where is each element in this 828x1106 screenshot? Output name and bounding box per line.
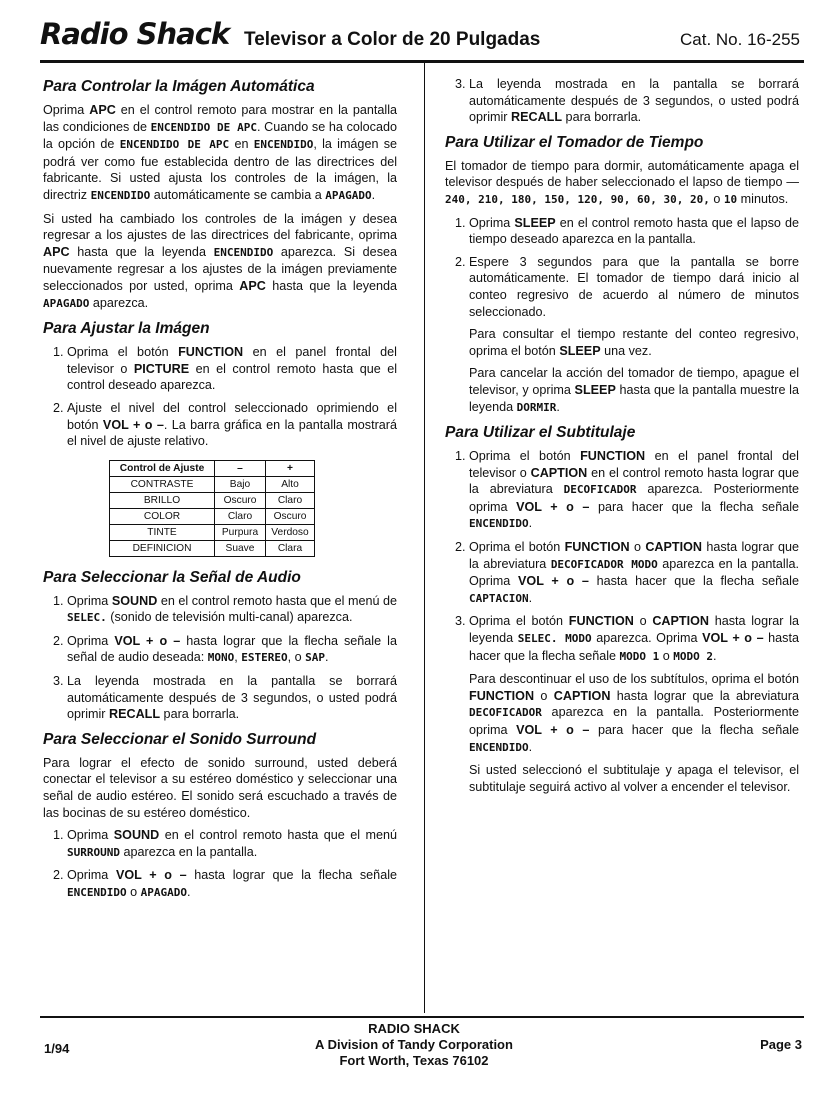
bold-term: RECALL [108, 707, 161, 722]
heading-apc: Para Controlar la Imágen Automática [43, 78, 315, 95]
bold-term: FUNCTION [568, 614, 634, 629]
bold-term: CAPTION [553, 688, 611, 703]
table-cell: CONTRASTE [110, 476, 215, 492]
table-cell: BRILLO [110, 492, 215, 508]
list-item [469, 448, 799, 533]
screen-legend: SELEC. MODO [517, 632, 592, 646]
bold-term: APC [239, 278, 266, 293]
screen-legend: APAGADO [43, 296, 90, 310]
steps-audio [43, 593, 397, 723]
steps-surround [43, 827, 397, 901]
screen-legend: ENCENDIDO [253, 138, 314, 152]
left-column [43, 70, 397, 908]
bold-term: FUNCTION [564, 540, 630, 555]
paragraph: Para cancelar la acción del tomador de tiempo, apague el televisor, y oprima SLEEP hasta que la pantalla muestre la leyenda DORMIR. [469, 366, 799, 414]
table-cell: Purpura [215, 524, 266, 540]
column-divider [424, 63, 425, 1013]
steps-tiempo [445, 215, 799, 417]
bold-term: FUNCTION [469, 688, 535, 703]
footer-company: RADIO SHACK [368, 1021, 460, 1036]
paragraph: El tomador de tiempo para dormir, automáticamente apaga el televisor después de haber seleccionado el lapso de tiempo — 240, 210, 180, 150, 120, 90, 60, 30, 20, o 10 minutos. [445, 158, 799, 206]
paragraph: 2. Espere 3 segundos para que la pantalla se borre automáticamente. El tomador de tiempo dará inicio al conteo regresivo de acuerdo al número de minutos seleccionado. [469, 254, 799, 319]
screen-legend: APAGADO [325, 188, 372, 202]
bold-term: SLEEP [514, 215, 556, 230]
screen-legend: 240, 210, 180, 150, 120, 90, 60, 30, 20, [445, 192, 710, 206]
right-column [445, 70, 799, 801]
footer-address: Fort Worth, Texas 76102 [339, 1053, 489, 1068]
screen-legend: ENCENDIDO [469, 517, 529, 531]
bold-term: CAPTION [530, 465, 588, 480]
list-item [469, 613, 799, 795]
paragraph: Oprima APC en el control remoto para mostrar en la pantalla las condiciones de ENCENDIDO DE APC. Cuando se ha colocado la opción de ENCENDIDO DE APC en ENCENDIDO, la imágen se podrá ver como fue establecida dentro de las directrices del fabricante. Si usted ajusta los controles de la imágen, la directriz ENCENDIDO automáticamente se cambia a APAGADO. [43, 103, 398, 202]
catalog-number: Cat. No. 16-255 [679, 30, 800, 49]
list-item: 1. Oprima el botón FUNCTION en el panel frontal del televisor o PICTURE en el control remoto hasta que el control deseado aparezca. [67, 344, 397, 394]
table-header: Control de Ajuste [110, 460, 215, 476]
bold-term: VOL + o – [516, 499, 590, 514]
screen-legend: DECOFICADOR [563, 483, 637, 497]
table-header: + [266, 460, 315, 476]
list-item: 2. Oprima VOL + o – hasta lograr que la flecha señale la señal de audio deseada: MONO, ESTEREO, o SAP. [67, 633, 397, 667]
steps-ajustar [43, 344, 397, 450]
screen-legend: APAGADO [140, 886, 187, 899]
logo: Radio Shack [40, 17, 230, 51]
bold-term: RECALL [510, 110, 563, 125]
screen-legend: CAPTACION [469, 591, 529, 605]
bold-term: VOL + o – [115, 868, 187, 883]
paragraph: Para lograr el efecto de sonido surround, usted deberá conectar el televisor a su estéreo doméstico y seleccionar una señal de audio estéreo. El sonido será escuchado a través de las bocinas de su estéreo doméstico. [43, 755, 397, 820]
footer-date: 1/94 [44, 1041, 70, 1056]
table-cell: Alto [266, 476, 315, 492]
list-item: 1. Oprima SOUND en el control remoto hasta que el menú de SELEC. (sonido de televisión multi-canal) aparezca. [67, 593, 397, 627]
document-title: Televisor a Color de 20 Pulgadas [244, 29, 541, 50]
bold-term: CAPTION [645, 540, 702, 555]
bold-term: SLEEP [574, 382, 616, 397]
screen-legend: MODO 1 [619, 649, 660, 663]
screen-legend: SAP [305, 651, 325, 665]
screen-legend: ENCENDIDO [90, 188, 151, 202]
screen-legend: DECOFICADOR MODO [550, 557, 658, 571]
header-rule [40, 60, 804, 63]
footer-division: A Division of Tandy Corporation [315, 1037, 513, 1052]
heading-surround: Para Seleccionar el Sonido Surround [43, 730, 317, 748]
list-item [469, 254, 799, 416]
footer-company-block [0, 1021, 828, 1069]
screen-legend: ENCENDIDO [213, 245, 274, 259]
bold-term: SOUND [111, 593, 158, 608]
table-cell: Claro [215, 508, 266, 524]
table-row [110, 492, 315, 508]
table-row [110, 476, 315, 492]
screen-legend: MODO 2 [673, 649, 714, 663]
screen-legend: ENCENDIDO [67, 886, 127, 899]
paragraph: 1. Oprima SLEEP en el control remoto hasta que el lapso de tiempo deseado aparezca en la pantalla. [469, 215, 799, 247]
table-cell: TINTE [110, 524, 215, 540]
bold-term: VOL + o – [114, 633, 181, 648]
footer-rule [40, 1016, 804, 1018]
screen-legend: 10 [723, 192, 738, 206]
heading-ajustar: Para Ajustar la Imágen [43, 320, 210, 338]
steps-subtitulaje [445, 448, 799, 795]
paragraph: 3. Oprima el botón FUNCTION o CAPTION hasta lograr la leyenda SELEC. MODO aparezca. Oprima VOL + o – hasta hacer que la flecha señale MODO 1 o MODO 2. [469, 614, 799, 663]
bold-term: VOL + o – [702, 631, 764, 646]
heading-tiempo: Para Utilizar el Tomador de Tiempo [445, 133, 704, 151]
table-header: – [215, 460, 266, 476]
steps-audio-continued [445, 76, 799, 126]
bold-term: APC [89, 103, 116, 117]
table-cell: Oscuro [215, 492, 266, 508]
bold-term: CAPTION [652, 614, 709, 629]
list-item: 3. La leyenda mostrada en la pantalla se borrará automáticamente después de 3 segundos, o usted podrá oprimir RECALL para borrarla. [469, 76, 799, 126]
screen-legend: SURROUND [67, 845, 120, 859]
bold-term: VOL + o – [102, 417, 164, 432]
list-item: 3. La leyenda mostrada en la pantalla se borrará automáticamente después de 3 segundos, o usted podrá oprimir RECALL para borrarla. [67, 673, 397, 723]
screen-legend: ENCENDIDO [469, 740, 529, 754]
bold-term: FUNCTION [580, 449, 646, 464]
bold-term: SOUND [113, 828, 160, 843]
bold-term: APC [43, 244, 70, 259]
paragraph: Para descontinuar el uso de los subtítulos, oprima el botón FUNCTION o CAPTION hasta lograr que la abreviatura DECOFICADOR aparezca en la pantalla. Posteriormente oprima VOL + o – para hacer que la flecha señale ENCENDIDO. [469, 672, 799, 754]
screen-legend: DECOFICADOR [469, 706, 542, 720]
bold-term: PICTURE [133, 361, 190, 376]
screen-legend: ESTEREO [241, 651, 288, 665]
table-cell: Claro [266, 492, 315, 508]
table-cell: COLOR [110, 508, 215, 524]
table-cell: Oscuro [266, 508, 315, 524]
list-item [469, 539, 799, 607]
screen-legend: MONO [207, 651, 235, 665]
table-cell: Suave [215, 540, 266, 556]
table-row [110, 540, 315, 556]
table-row [110, 508, 315, 524]
screen-legend: ENCENDIDO DE APC [150, 120, 257, 134]
adjust-table [109, 460, 315, 557]
list-item: 2. Ajuste el nivel del control seleccionado oprimiendo el botón VOL + o –. La barra gráfica en la pantalla mostrará el nivel de ajuste relativo. [67, 400, 397, 450]
bold-term: VOL + o – [518, 574, 589, 589]
list-item: 1. Oprima SOUND en el control remoto hasta que el menú SURROUND aparezca en la pantalla. [67, 827, 397, 861]
paragraph: Para consultar el tiempo restante del conteo regresivo, oprima el botón SLEEP una vez. [469, 327, 799, 358]
table-row [110, 524, 315, 540]
table-cell: Clara [266, 540, 315, 556]
footer-page-number: Page 3 [760, 1037, 802, 1052]
paragraph: 1. Oprima el botón FUNCTION en el panel frontal del televisor o CAPTION en el control remoto hasta lograr que la abreviatura DECOFICADOR aparezca. Posteriormente oprima VOL + o – para hacer que la flecha señale ENCENDIDO. [469, 449, 799, 531]
screen-legend: ENCENDIDO DE APC [119, 138, 230, 152]
screen-legend: SELEC. [67, 611, 107, 625]
table-header-row [110, 460, 315, 476]
table-cell: Bajo [215, 476, 266, 492]
table-cell: Verdoso [266, 524, 315, 540]
paragraph: Si usted ha cambiado los controles de la imágen y desea regresar a los ajustes de las directrices del fabricante, oprima APC hasta que la leyenda ENCENDIDO aparezca. Si desea nuevamente regresar a los ajustes de la imágen previamente seleccionados por usted, oprima APC hasta que la leyenda APAGADO aparezca. [43, 211, 398, 310]
paragraph: 2. Oprima el botón FUNCTION o CAPTION hasta lograr que la abreviatura DECOFICADOR MODO aparezca en la pantalla. Oprima VOL + o – hasta hacer que la flecha señale CAPTACION. [469, 540, 799, 605]
heading-subtitulaje: Para Utilizar el Subtitulaje [445, 424, 636, 442]
paragraph: Si usted seleccionó el subtitulaje y apaga el televisor, el subtitulaje seguirá activo al volver a encender el televisor. [469, 763, 799, 794]
screen-legend: DORMIR [516, 400, 557, 414]
bold-term: SLEEP [559, 343, 601, 358]
list-item [469, 215, 799, 248]
table-cell: DEFINICION [110, 540, 215, 556]
bold-term: FUNCTION [178, 345, 244, 360]
list-item: 2. Oprima VOL + o – hasta lograr que la flecha señale ENCENDIDO o APAGADO. [67, 867, 397, 901]
bold-term: VOL + o – [516, 723, 590, 737]
heading-audio: Para Seleccionar la Señal de Audio [43, 568, 301, 586]
